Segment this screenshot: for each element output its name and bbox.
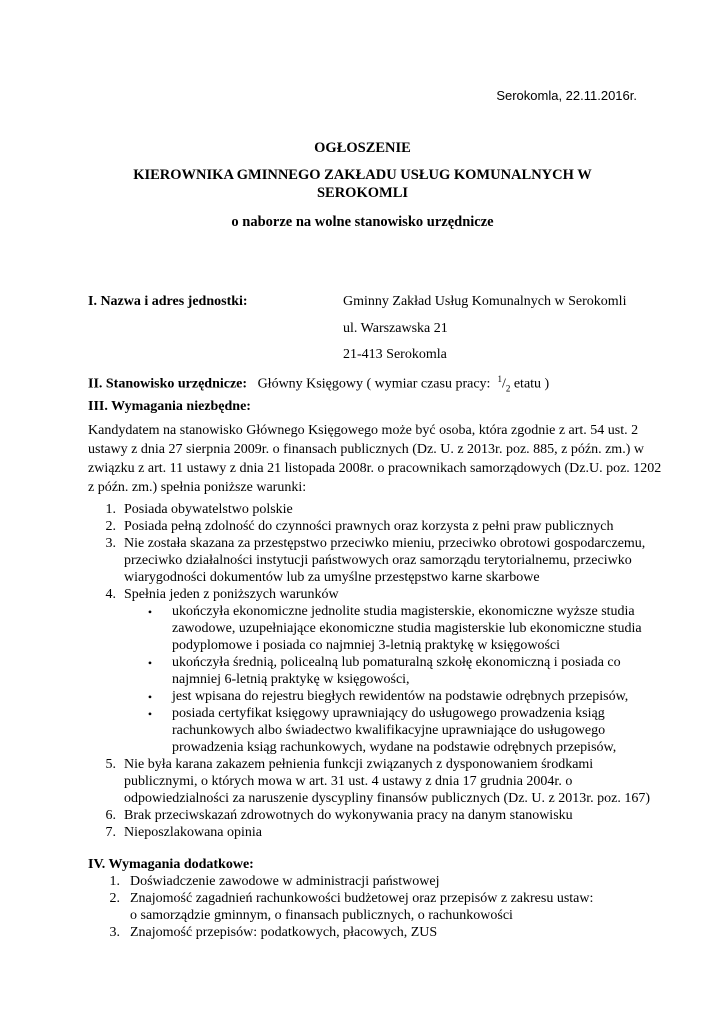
requirement-item-cont: wiarygodności dokumentów lub za umyślne przestępstwo karne skarbowe	[124, 570, 540, 585]
sub-requirement: posiada certyfikat księgowy uprawniający do usługowego prowadzenia ksiąg	[172, 706, 605, 721]
requirement-item: Nie została skazana za przestępstwo przeciwko mieniu, przeciwko obrotowi gospodarczemu,	[124, 536, 646, 551]
section1-label: I. Nazwa i adres jednostki:	[88, 294, 248, 309]
fraction-denominator: 2	[505, 383, 511, 394]
requirement-item: Brak przeciwskazań zdrowotnych do wykonywania pracy na danym stanowisku	[124, 808, 573, 823]
bullet-icon: •	[147, 605, 153, 619]
requirement-item-cont: odpowiedzialności za naruszenie dyscypliny finansów publicznych (Dz. U. z 2013r. poz. 167)	[124, 791, 651, 806]
section3-intro	[88, 421, 662, 497]
sub-requirement-cont: podyplomowe i posiada co najmniej 3-letnią praktykę w księgowości	[172, 638, 561, 653]
requirement-item: Nie była karana zakazem pełnienia funkcji związanych z dysponowaniem środkami	[124, 757, 594, 772]
requirement-item: Posiada pełną zdolność do czynności prawnych oraz korzysta z pełni praw publicznych	[124, 519, 614, 534]
title-subheading: KIEROWNIKA GMINNEGO ZAKŁADU USŁUG KOMUNALNYCH W	[133, 167, 592, 183]
address-line-1: Gminny Zakład Usług Komunalnych w Serokomli	[343, 294, 627, 309]
list-number: 6.	[105, 808, 116, 823]
list-number: 5.	[105, 757, 116, 772]
list-number: 1.	[105, 502, 116, 517]
additional-item: Znajomość zagadnień rachunkowości budżetowej oraz przepisów z zakresu ustaw:	[130, 891, 594, 906]
sub-requirement: ukończyła ekonomiczne jednolite studia magisterskie, ekonomiczne wyższe studia	[172, 604, 635, 619]
section4-label: IV. Wymagania dodatkowe:	[88, 857, 254, 872]
sub-requirement-cont: rachunkowych albo świadectwo kwalifikacyjne uprawniające do usługowego	[172, 723, 606, 738]
list-number: 7.	[105, 825, 116, 840]
additional-item: Znajomość przepisów: podatkowych, płacowych, ZUS	[130, 925, 438, 940]
section3-label: III. Wymagania niezbędne:	[88, 399, 251, 414]
sub-requirement: jest wpisana do rejestru biegłych rewidentów na podstawie odrębnych przepisów,	[172, 689, 629, 704]
intro-line: związku z art. 11 ustawy z dnia 21 listopada 2008r. o pracownikach samorządowych (Dz.U. poz. 1202	[88, 461, 662, 476]
additional-item-cont: o samorządzie gminnym, o finansach publicznych, o rachunkowości	[130, 908, 513, 923]
address-line-2: ul. Warszawska 21	[343, 321, 448, 336]
requirement-item: Nieposzlakowana opinia	[124, 825, 263, 840]
list-number: 1.	[109, 874, 120, 889]
section2-label: II. Stanowisko urzędnicze:	[88, 376, 248, 392]
intro-line: ustawy z dnia 27 sierpnia 2009r. o finansach publicznych (Dz. U. z 2013r. poz. 885, z późn. zm.) w	[88, 442, 644, 457]
bullet-icon: •	[147, 656, 153, 670]
intro-line: z późn. zm.) spełnia poniższe warunki:	[88, 480, 307, 495]
additional-item: Doświadczenie zawodowe w administracji państwowej	[130, 874, 440, 889]
requirement-item: Spełnia jeden z poniższych warunków	[124, 587, 339, 602]
requirement-item-cont: publicznymi, o których mowa w art. 31 ust. 4 ustawy z dnia 17 grudnia 2004r. o	[124, 774, 573, 789]
list-number: 4.	[105, 587, 116, 602]
intro-line: Kandydatem na stanowisko Głównego Księgowego może być osoba, która zgodnie z art. 54 ust. 2	[88, 423, 639, 438]
section2-line: II. Stanowisko urzędnicze: Główny Księgowy ( wymiar czasu pracy: $^1/_2$ etatu )	[88, 374, 550, 394]
list-number: 3.	[105, 536, 116, 551]
section2-value: Główny Księgowy ( wymiar czasu pracy:	[257, 376, 491, 392]
title-heading: OGŁOSZENIE	[314, 140, 411, 156]
list-number: 2.	[109, 891, 120, 906]
title-description: o naborze na wolne stanowisko urzędnicze	[231, 214, 494, 230]
address-line-3: 21-413 Serokomla	[343, 347, 447, 362]
requirement-item-cont: przeciwko działalności instytucji państwowych oraz samorządu terytorialnemu, przeciwko	[124, 553, 632, 568]
section2-suffix: etatu )	[513, 376, 550, 392]
date-line: Serokomla, 22.11.2016r.	[496, 88, 637, 103]
title-subheading-cont: SEROKOMLI	[316, 185, 409, 201]
sub-requirement-cont: zawodowe, uzupełniające ekonomiczne studia magisterskie lub ekonomiczne studia	[172, 621, 642, 636]
sub-requirement: ukończyła średnią, policealną lub pomaturalną szkołę ekonomiczną i posiada co	[172, 655, 621, 670]
list-number: 3.	[109, 925, 120, 940]
list-number: 2.	[105, 519, 116, 534]
sub-requirement-cont: najmniej 6-letnią praktykę w księgowości,	[172, 672, 410, 687]
requirement-item: Posiada obywatelstwo polskie	[124, 502, 293, 517]
bullet-icon: •	[147, 690, 153, 704]
fraction-numerator: 1	[497, 374, 502, 384]
bullet-icon: •	[147, 707, 153, 721]
sub-requirement-cont: prowadzenia ksiąg rachunkowych, wydane na podstawie odrębnych przepisów,	[172, 740, 617, 755]
